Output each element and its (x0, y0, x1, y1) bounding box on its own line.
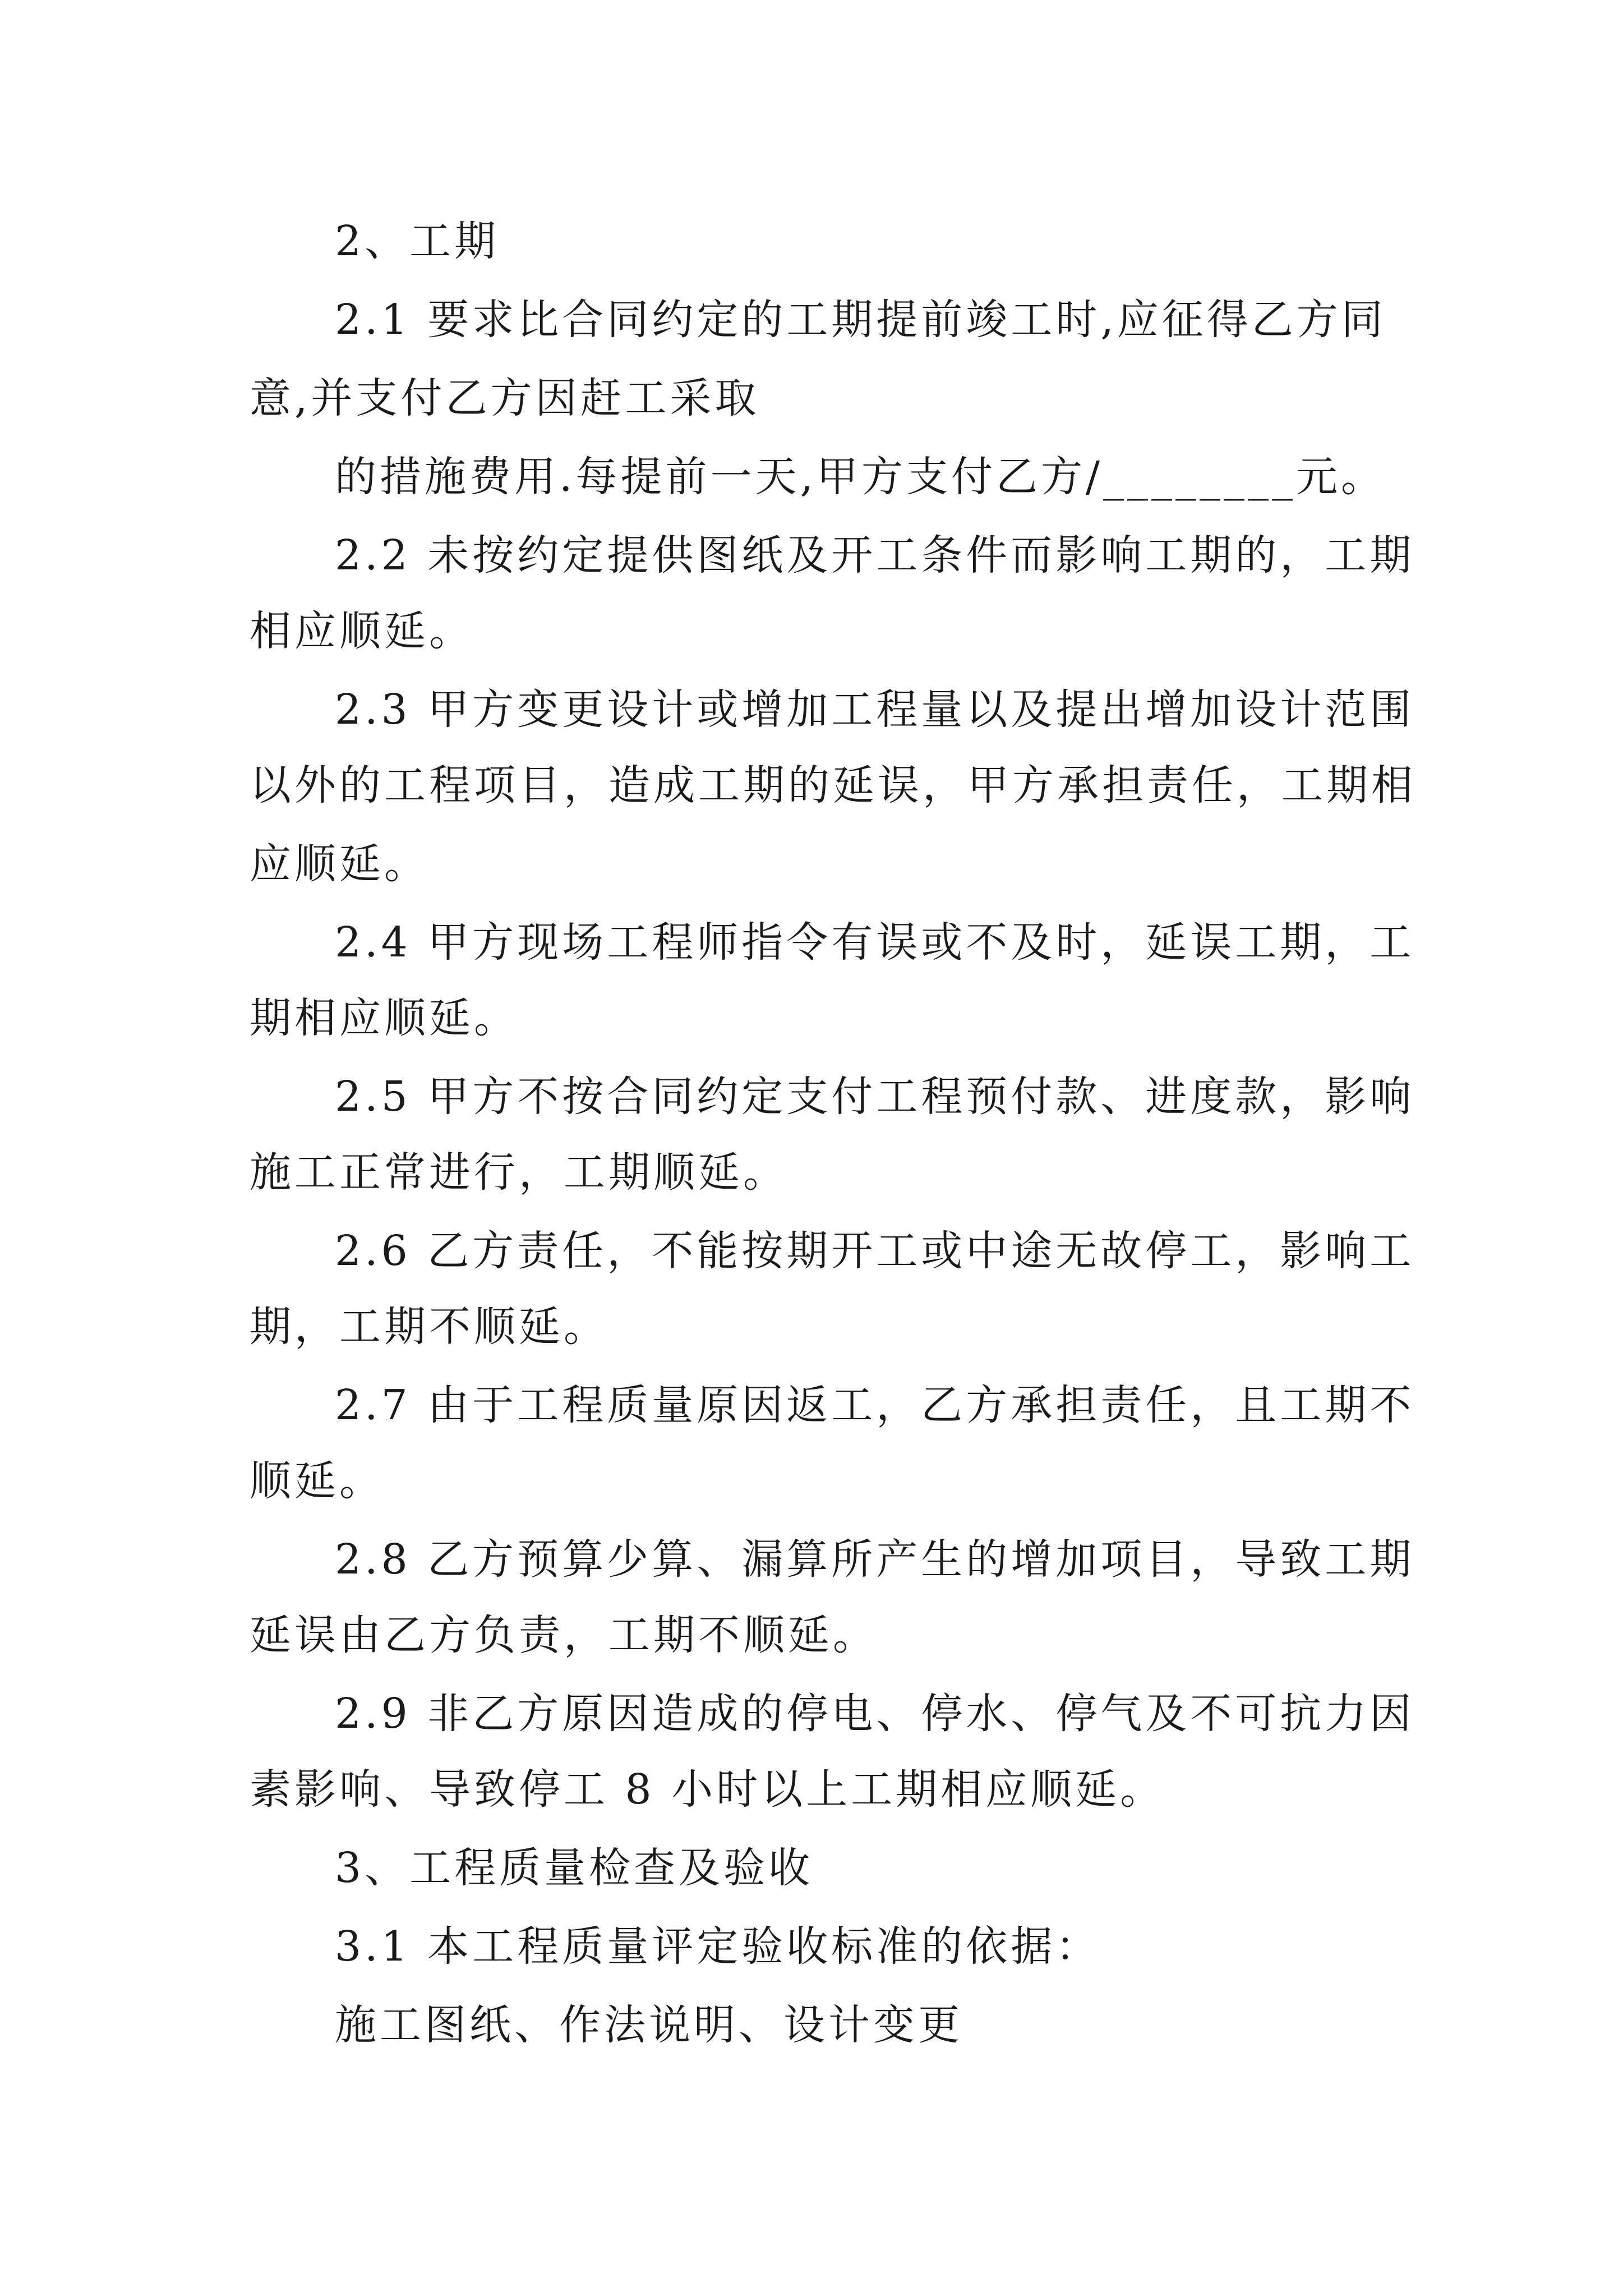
paragraph-line: 的措施费用.每提前一天,甲方支付乙方/________元。 (335, 453, 1386, 501)
paragraph-line: 施工正常进行，工期顺延。 (250, 1148, 788, 1197)
paragraph-line: 相应顺延。 (250, 607, 474, 655)
paragraph-line: 2.7 由于工程质量原因返工，乙方承担责任，且工期不 (335, 1381, 1415, 1429)
paragraph-line: 2.6 乙方责任，不能按期开工或中途无故停工，影响工 (335, 1227, 1415, 1275)
paragraph-line: 应顺延。 (250, 840, 429, 888)
paragraph-line: 2.8 乙方预算少算、漏算所产生的增加项目，导致工期 (335, 1535, 1415, 1584)
paragraph-line: 施工图纸、作法说明、设计变更 (335, 2001, 963, 2049)
paragraph-line: 延误由乙方负责，工期不顺延。 (250, 1611, 878, 1659)
paragraph-line: 3.1 本工程质量评定验收标准的依据： (335, 1922, 1101, 1971)
paragraph-line: 顺延。 (250, 1457, 384, 1505)
section-heading: 2、工期 (335, 217, 500, 265)
paragraph-line: 2.1 要求比合同约定的工期提前竣工时,应征得乙方同 (335, 296, 1386, 344)
paragraph-line: 期相应顺延。 (250, 994, 519, 1042)
paragraph-line: 2.3 甲方变更设计或增加工程量以及提出增加设计范围 (335, 685, 1415, 734)
paragraph-line: 2.4 甲方现场工程师指令有误或不及时，延误工期，工 (335, 918, 1415, 967)
paragraph-line: 2.5 甲方不按合同约定支付工程预付款、进度款，影响 (335, 1073, 1415, 1121)
paragraph-line: 2.9 非乙方原因造成的停电、停水、停气及不可抗力因 (335, 1690, 1415, 1738)
paragraph-line: 期，工期不顺延。 (250, 1303, 608, 1351)
paragraph-line: 素影响、导致停工 8 小时以上工期相应顺延。 (250, 1765, 1165, 1814)
paragraph-line: 2.2 未按约定提供图纸及开工条件而影响工期的，工期 (335, 531, 1415, 579)
section-heading: 3、工程质量检查及验收 (335, 1844, 814, 1892)
paragraph-line: 意,并支付乙方因赶工采取 (250, 374, 760, 422)
paragraph-line: 以外的工程项目，造成工期的延误，甲方承担责任，工期相 (250, 761, 1416, 809)
